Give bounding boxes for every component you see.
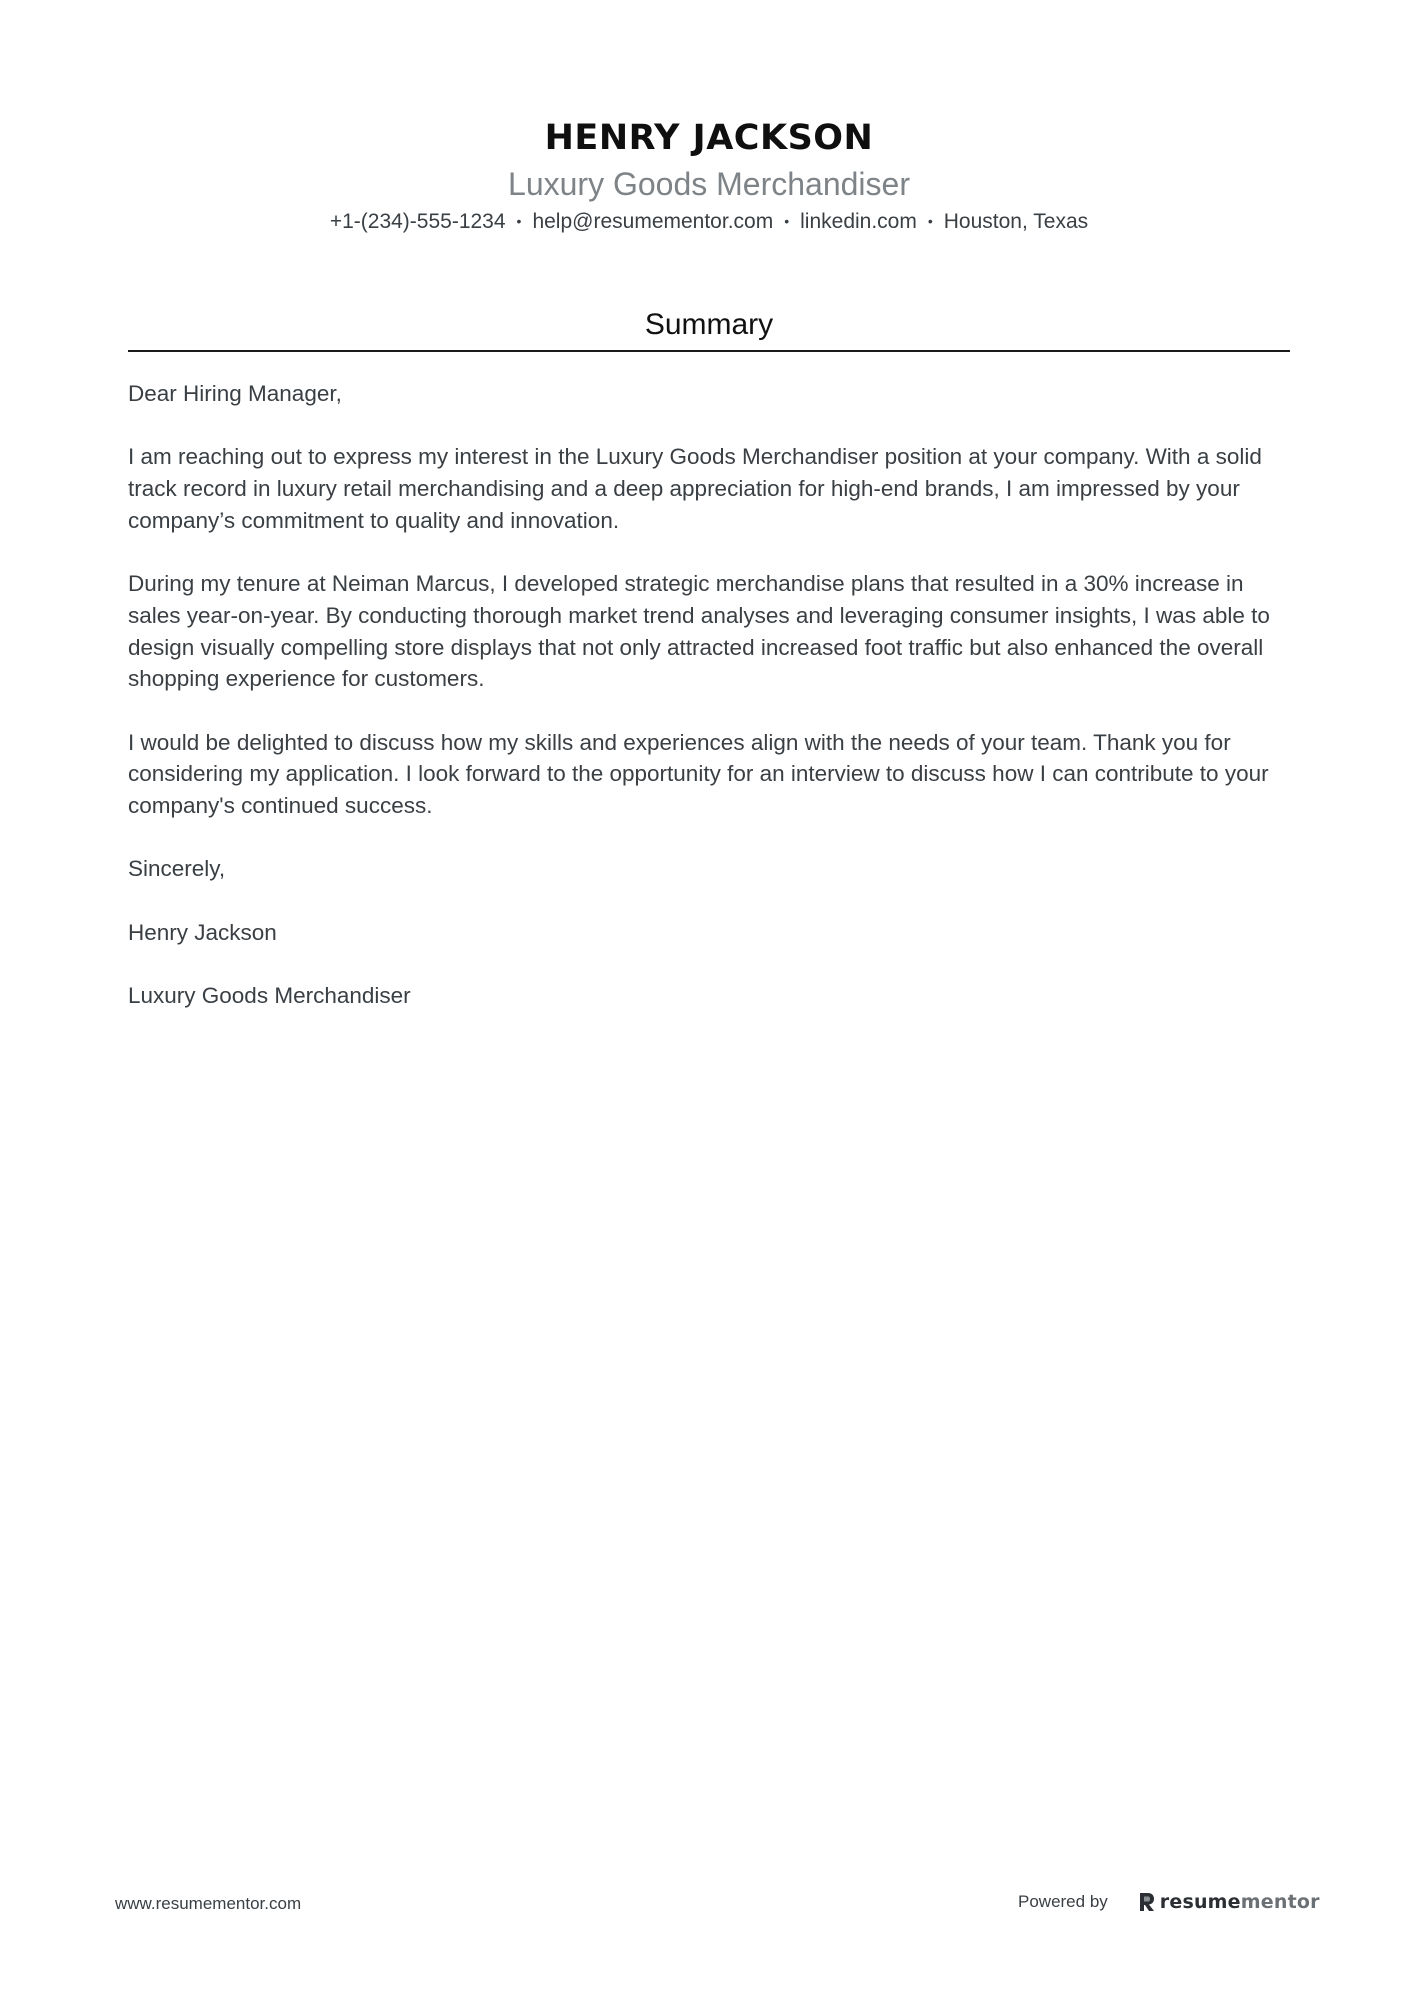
brand-wordmark-part1: resume	[1159, 1891, 1241, 1913]
letter-body	[128, 378, 1290, 1044]
contact-separator: •	[516, 213, 522, 229]
letter-paragraph-3: I would be delighted to discuss how my skills and experiences align with the needs of your team. Thank you for considering my application. I look forward to the opportunity for an interview to discuss how I can contribute to your company's continued success.	[128, 729, 1269, 819]
contact-linkedin: linkedin.com	[800, 210, 917, 233]
brand-wordmark-part2: mentor	[1240, 1891, 1320, 1913]
contact-email: help@resumementor.com	[532, 210, 774, 233]
footer-website: www.resumementor.com	[115, 1894, 302, 1913]
applicant-name: HENRY JACKSON	[544, 118, 874, 158]
applicant-job-title: Luxury Goods Merchandiser	[508, 166, 910, 202]
letter-closing: Sincerely,	[128, 856, 226, 882]
letter-salutation: Dear Hiring Manager,	[128, 381, 342, 406]
section-divider	[128, 350, 1290, 352]
letter-paragraph-2: During my tenure at Neiman Marcus, I developed strategic merchandise plans that resulted in a 30% increase in sales year-on-year. By conducting thorough market trend analyses and leveraging consumer insights, I was able to design visually compelling store displays that not only attracted increased foot traffic but also enhanced the overall shopping experience for customers.	[128, 571, 1270, 692]
footer-branding	[1018, 1889, 1320, 1915]
contact-phone: +1-(234)-555-1234	[329, 210, 506, 233]
signature-title: Luxury Goods Merchandiser	[128, 983, 411, 1009]
letter-paragraph-1: I am reaching out to express my interest in the Luxury Goods Merchandiser position at your company. With a solid track record in luxury retail merchandising and a deep appreciation for high-end brands, I am impressed by your company’s commitment to quality and innovation.	[128, 444, 1262, 533]
contact-line	[128, 206, 1290, 237]
contact-separator: •	[784, 213, 790, 229]
powered-by-label: Powered by	[1018, 1892, 1108, 1911]
contact-separator: •	[927, 213, 933, 229]
brand-wordmark	[1160, 1891, 1320, 1913]
resumementor-logo-icon	[1138, 1891, 1156, 1913]
document-header	[128, 112, 1290, 237]
contact-location: Houston, Texas	[943, 210, 1089, 233]
resumementor-logo	[1138, 1891, 1320, 1913]
signature-name: Henry Jackson	[128, 919, 277, 945]
section-heading-summary: Summary	[644, 308, 774, 341]
